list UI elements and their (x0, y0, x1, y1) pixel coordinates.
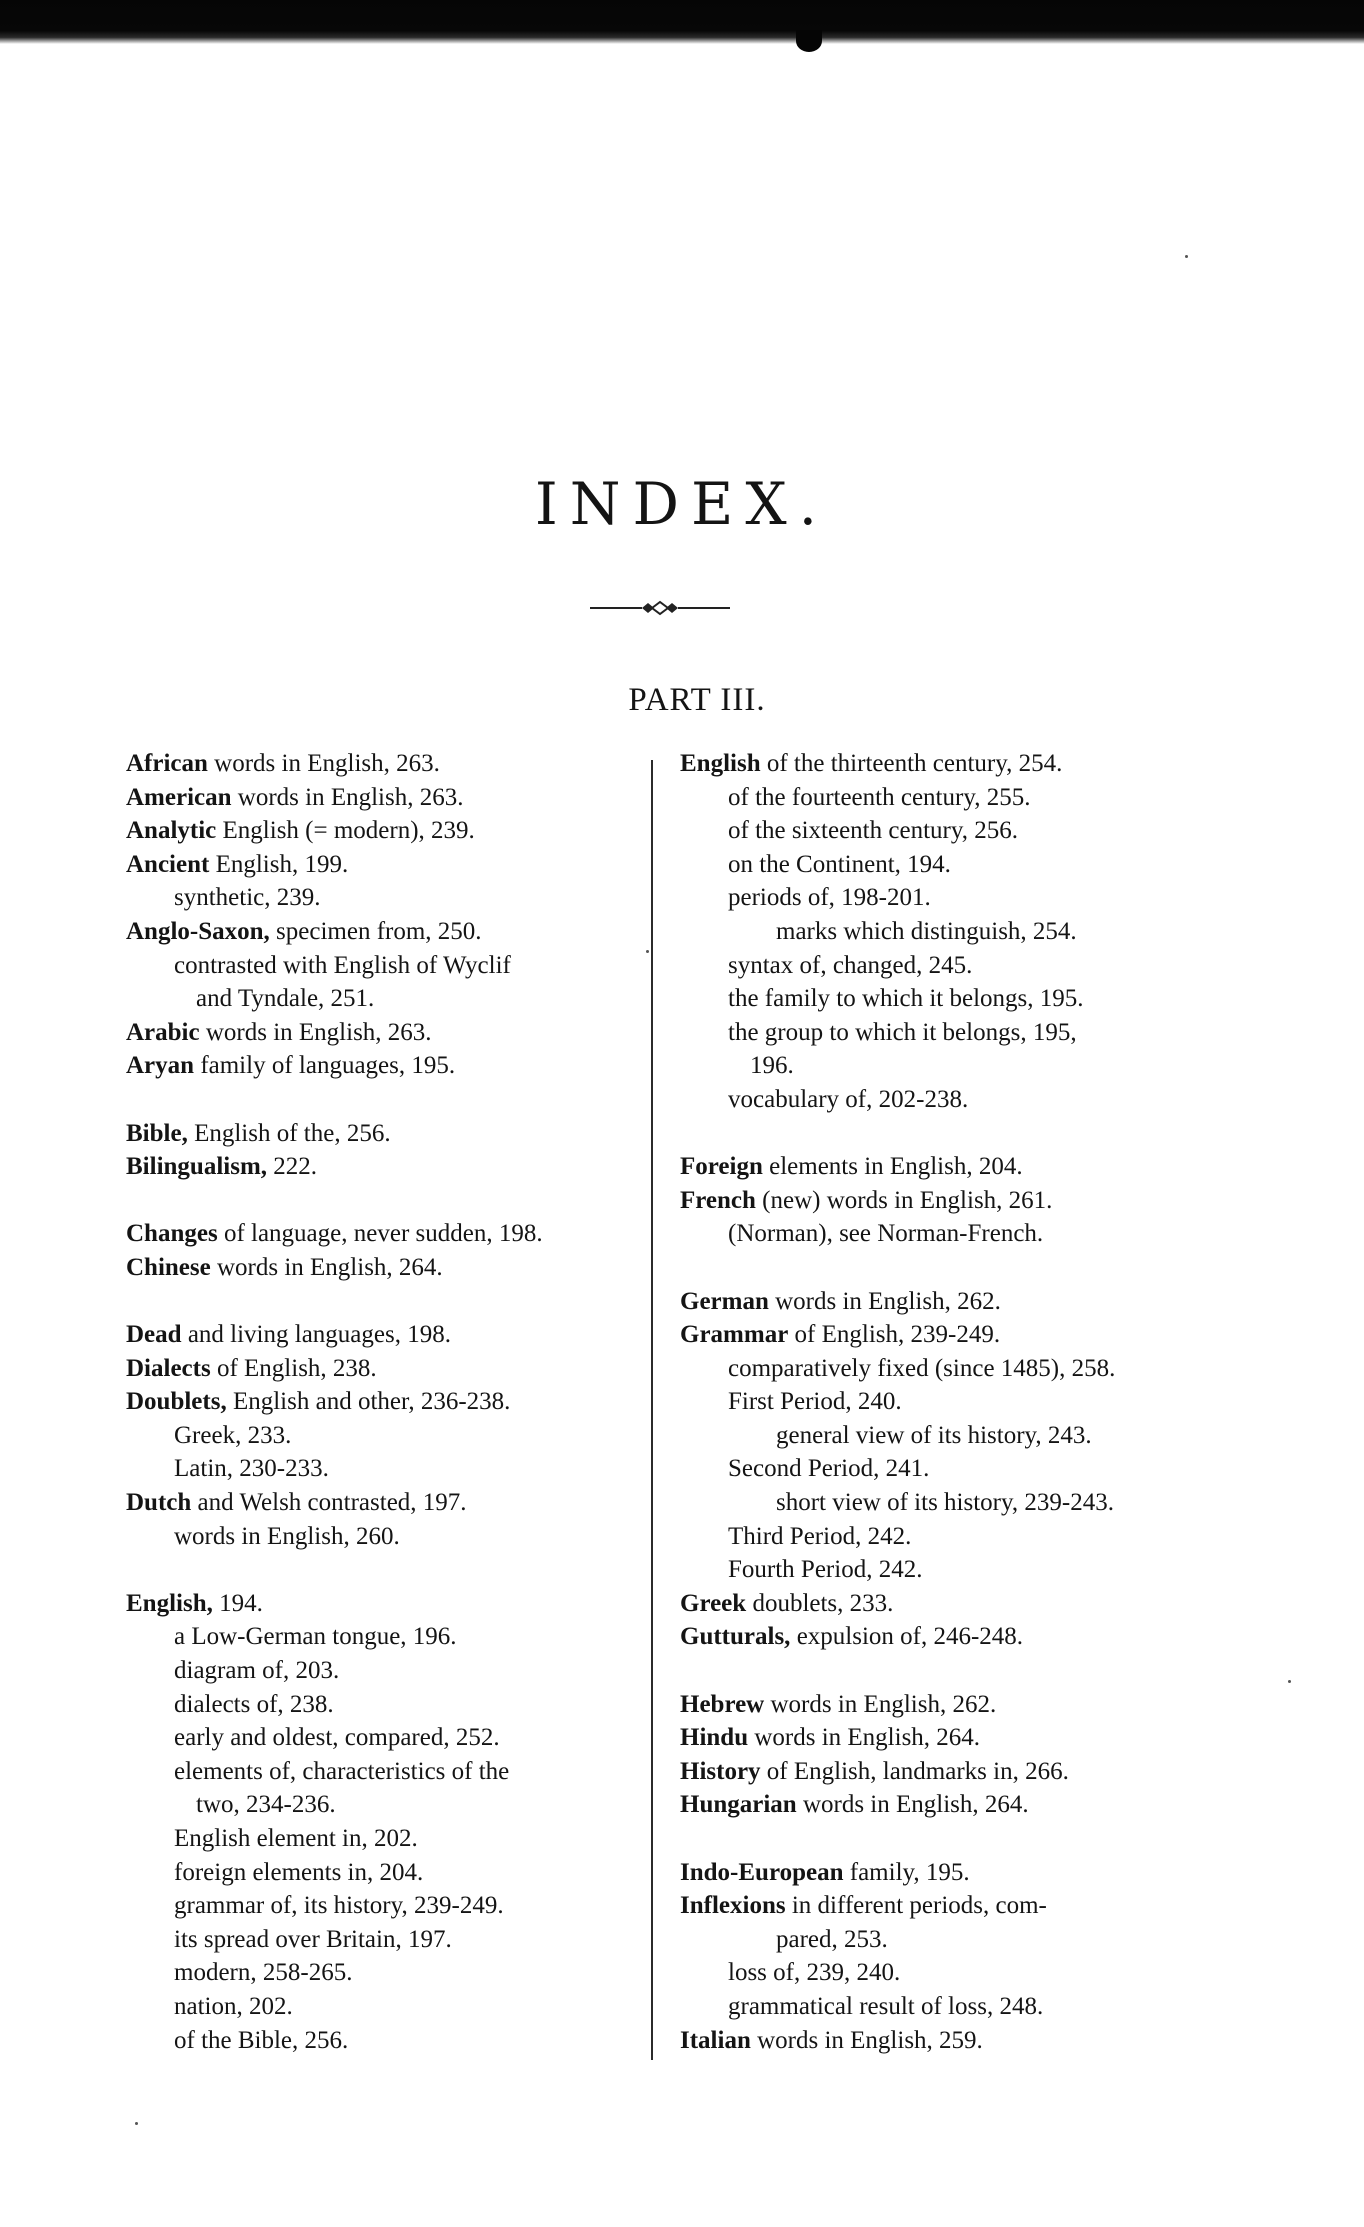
index-spacer (126, 1184, 646, 1218)
index-subentry (126, 1654, 646, 1688)
index-entry (126, 848, 646, 882)
index-subentry (680, 1923, 1200, 1957)
index-headword: Aryan (126, 1052, 195, 1080)
index-locator: synthetic, 239. (174, 884, 321, 912)
index-headword: Dutch (126, 1489, 192, 1517)
index-locator: the group to which it belongs, 195, (728, 1018, 1077, 1046)
index-locator: of English, landmarks in, 266. (760, 1757, 1069, 1785)
scan-speck (646, 950, 649, 953)
index-locator: the family to which it belongs, 195. (728, 985, 1084, 1013)
scan-top-border (0, 0, 1364, 44)
index-locator: words in English, 264. (748, 1724, 981, 1752)
index-locator: general view of its history, 243. (776, 1421, 1092, 1449)
index-subentry (680, 781, 1200, 815)
index-column-right (680, 747, 1200, 2057)
index-subentry (126, 1620, 646, 1654)
index-headword: African (126, 750, 208, 777)
index-subentry (680, 814, 1200, 848)
index-locator: words in English, 262. (768, 1287, 1001, 1315)
index-subentry (126, 949, 636, 983)
index-headword: Bible, (126, 1119, 188, 1147)
index-entry (680, 1285, 1200, 1319)
index-locator: elements of, characteristics of the (174, 1757, 510, 1785)
index-headword: Arabic (126, 1018, 200, 1046)
index-headword: German (680, 1287, 769, 1315)
index-entry (680, 1856, 1200, 1890)
index-locator: vocabulary of, 202-238. (728, 1085, 969, 1113)
index-locator: diagram of, 203. (174, 1657, 340, 1685)
index-subentry (680, 1520, 1200, 1554)
index-entry (126, 915, 646, 949)
index-headword: History (680, 1757, 761, 1785)
index-subentry (126, 1452, 646, 1486)
index-subentry (126, 1990, 646, 2024)
index-locator: Third Period, 242. (728, 1522, 912, 1550)
index-locator: short view of its history, 239-243. (776, 1489, 1114, 1517)
index-headword: Hungarian (680, 1791, 797, 1819)
index-locator: words in English, 263. (207, 750, 440, 777)
index-locator: 196. (750, 1052, 794, 1080)
index-subentry (680, 1419, 1200, 1453)
index-entry (126, 1352, 646, 1386)
index-locator: dialects of, 238. (174, 1690, 334, 1718)
index-headword: Analytic (126, 817, 217, 845)
index-entry (680, 2024, 1200, 2058)
index-entry (680, 1318, 1200, 1352)
index-locator: marks which distinguish, 254. (776, 917, 1077, 945)
index-entry (680, 1721, 1200, 1755)
index-subentry (126, 1721, 646, 1755)
index-subentry (126, 1822, 646, 1856)
index-subentry (680, 1217, 1200, 1251)
index-locator: of the sixteenth century, 256. (728, 817, 1018, 845)
index-entry (126, 1117, 646, 1151)
index-entry (680, 1150, 1200, 1184)
index-locator: grammatical result of loss, 248. (728, 1992, 1044, 2020)
index-subentry (680, 848, 1200, 882)
index-spacer (680, 1654, 1200, 1688)
index-locator: comparatively fixed (since 1485), 258. (728, 1354, 1116, 1382)
index-locator: elements in English, 204. (762, 1153, 1023, 1181)
index-headword: Hebrew (680, 1690, 765, 1718)
index-locator: in different periods, com- (785, 1892, 1047, 1920)
index-headword: Foreign (680, 1153, 763, 1181)
page-title: INDEX. (534, 470, 830, 538)
index-locator: and Welsh contrasted, 197. (191, 1489, 467, 1517)
index-entry (680, 1620, 1200, 1654)
index-locator: words in English, 263. (231, 783, 464, 811)
index-locator: of the fourteenth century, 255. (728, 783, 1031, 811)
index-subentry (126, 982, 646, 1016)
index-locator: words in English, 263. (199, 1018, 432, 1046)
index-entry (126, 814, 646, 848)
index-locator: (new) words in English, 261. (755, 1186, 1053, 1214)
index-locator: foreign elements in, 204. (174, 1858, 424, 1886)
index-subentry (680, 1553, 1200, 1587)
index-locator: English and other, 236-238. (226, 1388, 511, 1416)
index-entry (126, 1587, 646, 1621)
index-subentry (680, 1385, 1200, 1419)
index-locator: periods of, 198-201. (728, 884, 931, 912)
index-locator: Fourth Period, 242. (728, 1556, 923, 1584)
title-ornament (590, 598, 730, 618)
index-locator: Greek, 233. (174, 1421, 292, 1449)
index-subentry (126, 1889, 646, 1923)
index-headword: Doublets, (126, 1388, 227, 1416)
index-entry (680, 1788, 1200, 1822)
index-subentry (126, 1956, 646, 1990)
index-subentry (126, 1923, 646, 1957)
index-entry (126, 1318, 646, 1352)
index-locator: Latin, 230-233. (174, 1455, 329, 1483)
index-subentry (126, 1688, 646, 1722)
index-headword: Chinese (126, 1253, 211, 1281)
scan-notch (796, 30, 822, 52)
index-subentry (126, 881, 646, 915)
index-entry (126, 1486, 646, 1520)
index-headword: English, (126, 1589, 213, 1617)
part-heading: PART III. (628, 682, 766, 718)
index-entry (126, 747, 646, 781)
index-locator: early and oldest, compared, 252. (174, 1724, 500, 1752)
index-locator: words in English, 260. (174, 1522, 400, 1550)
index-headword: Greek (680, 1589, 747, 1617)
index-subentry (680, 1352, 1200, 1386)
index-subentry (680, 1083, 1200, 1117)
index-entry (680, 1184, 1200, 1218)
index-entry (126, 781, 646, 815)
index-locator: family of languages, 195. (194, 1052, 456, 1080)
index-locator: grammar of, its history, 239-249. (174, 1892, 504, 1920)
index-subentry (126, 1520, 646, 1554)
index-headword: American (126, 783, 232, 811)
index-headword: Grammar (680, 1321, 789, 1349)
index-locator: nation, 202. (174, 1992, 293, 2020)
index-locator: and Tyndale, 251. (196, 985, 375, 1013)
index-locator: loss of, 239, 240. (728, 1959, 901, 1987)
index-locator: two, 234-236. (196, 1791, 336, 1819)
index-entry (126, 1049, 646, 1083)
index-locator: contrasted with English of Wyclif (174, 951, 511, 979)
index-subentry (126, 1856, 646, 1890)
index-entry (126, 1385, 646, 1419)
index-subentry (680, 915, 1200, 949)
scan-speck (1185, 255, 1188, 258)
index-locator: words in English, 264. (796, 1791, 1029, 1819)
index-locator: modern, 258-265. (174, 1959, 353, 1987)
index-subentry (126, 1788, 646, 1822)
index-spacer (680, 1117, 1200, 1151)
index-headword: Dead (126, 1321, 182, 1349)
index-locator: First Period, 240. (728, 1388, 902, 1416)
index-entry (126, 1150, 646, 1184)
index-entry (680, 747, 1200, 781)
index-locator: on the Continent, 194. (728, 850, 951, 878)
index-locator: of the thirteenth century, 254. (760, 750, 1063, 777)
index-locator: its spread over Britain, 197. (174, 1925, 452, 1953)
index-headword: Gutturals, (680, 1623, 791, 1651)
index-subentry (680, 1956, 1200, 1990)
index-locator: English (= modern), 239. (216, 817, 475, 845)
index-headword: French (680, 1186, 756, 1214)
index-locator: of English, 238. (210, 1354, 377, 1382)
index-locator: (Norman), see Norman-French. (728, 1220, 1044, 1248)
index-headword: Bilingualism, (126, 1153, 268, 1181)
index-subentry (680, 982, 1200, 1016)
index-headword: Dialects (126, 1354, 211, 1382)
index-headword: Hindu (680, 1724, 749, 1752)
index-locator: English, 199. (209, 850, 349, 878)
index-subentry (680, 949, 1200, 983)
index-entry (126, 1251, 646, 1285)
index-headword: Indo-European (680, 1858, 844, 1886)
index-locator: of English, 239-249. (788, 1321, 1001, 1349)
index-subentry (680, 881, 1200, 915)
index-headword: Ancient (126, 850, 210, 878)
index-entry (680, 1688, 1200, 1722)
index-entry (680, 1755, 1200, 1789)
index-locator: 194. (212, 1589, 263, 1617)
column-divider (651, 760, 653, 2060)
index-spacer (126, 1553, 646, 1587)
index-column-left (126, 747, 646, 2057)
index-locator: English element in, 202. (174, 1825, 418, 1852)
index-locator: doublets, 233. (746, 1589, 894, 1617)
index-locator: 222. (267, 1153, 318, 1181)
index-subentry (126, 1419, 646, 1453)
index-locator: specimen from, 250. (269, 917, 482, 945)
index-subentry (126, 2024, 646, 2058)
index-locator: a Low-German tongue, 196. (174, 1623, 457, 1651)
index-headword: Italian (680, 2026, 751, 2054)
index-subentry (680, 1049, 1200, 1083)
index-subentry (680, 1452, 1200, 1486)
scan-speck (135, 2122, 138, 2125)
index-headword: Inflexions (680, 1892, 786, 1920)
index-locator: pared, 253. (776, 1925, 888, 1953)
index-subentry (680, 1016, 1170, 1050)
index-entry (680, 1889, 1170, 1923)
scan-speck (1288, 1680, 1291, 1683)
index-entry (126, 1217, 646, 1251)
index-subentry (680, 1990, 1200, 2024)
index-locator: syntax of, changed, 245. (728, 951, 973, 979)
index-locator: words in English, 264. (210, 1253, 443, 1281)
index-subentry (680, 1486, 1200, 1520)
index-spacer (126, 1083, 646, 1117)
index-locator: and living languages, 198. (181, 1321, 451, 1349)
index-locator: of the Bible, 256. (174, 2026, 349, 2054)
index-subentry (126, 1755, 636, 1789)
index-locator: words in English, 262. (764, 1690, 997, 1718)
index-headword: Anglo-Saxon, (126, 917, 270, 945)
index-locator: expulsion of, 246-248. (790, 1623, 1024, 1651)
index-headword: Changes (126, 1220, 218, 1248)
index-spacer (680, 1251, 1200, 1285)
index-locator: of language, never sudden, 198. (217, 1220, 543, 1248)
index-locator: English of the, 256. (187, 1119, 391, 1147)
index-headword: English (680, 750, 761, 777)
index-spacer (680, 1822, 1200, 1856)
index-entry (680, 1587, 1200, 1621)
index-locator: words in English, 259. (750, 2026, 983, 2054)
index-spacer (126, 1285, 646, 1319)
index-locator: family, 195. (843, 1858, 970, 1886)
index-entry (126, 1016, 646, 1050)
index-locator: Second Period, 241. (728, 1455, 930, 1483)
